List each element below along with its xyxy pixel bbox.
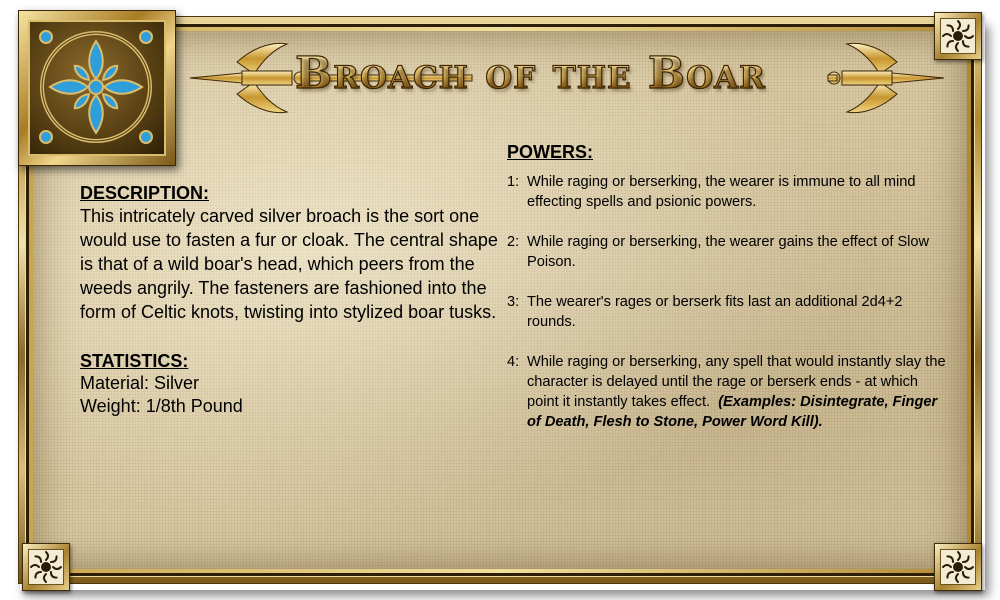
description-text: This intricately carved silver broach is the sort one would use to fasten a fur or cloak. The central shape is that of a wild boar's head, which peers from the weeds angrily. The fasteners are fashioned into the form of Celtic knots, twisting into stylized boar tusks. — [80, 206, 498, 322]
power-item — [507, 292, 947, 332]
celtic-emblem-icon — [18, 10, 176, 166]
statistics-section — [80, 350, 500, 418]
power-item — [507, 352, 947, 432]
weight-stat: Weight: 1/8th Pound — [80, 396, 243, 416]
material-stat: Material: Silver — [80, 373, 200, 393]
power-text: While raging or berserking, the wearer is immune to all mind effecting spells and psionic powers. — [527, 174, 916, 210]
corner-sun-icon — [22, 543, 70, 591]
power-number: 3: — [507, 294, 520, 310]
powers-heading: POWERS: — [507, 142, 594, 162]
corner-sun-icon — [934, 543, 982, 591]
power-text: The wearer's rages or berserk fits last an additional 2d4+2 rounds. — [527, 294, 903, 330]
power-text: While raging or berserking, the wearer gains the effect of Slow Poison. — [527, 234, 930, 270]
power-text: While raging or berserking, any spell that would instantly slay the character is delayed until the rage or berserk ends - at which point it instantly takes effect. — [527, 354, 946, 410]
power-item — [507, 232, 947, 272]
power-number: 4: — [507, 354, 520, 370]
power-text-wrap — [527, 352, 947, 432]
description-section — [80, 182, 500, 418]
power-number: 1: — [507, 174, 520, 190]
statistics-heading: STATISTICS: — [80, 351, 189, 371]
power-number: 2: — [507, 234, 520, 250]
powers-section — [507, 140, 947, 452]
power-examples: (Examples: Disintegrate, Finger of Death, Flesh to Stone, Power Word Kill). — [527, 394, 938, 430]
description-heading: DESCRIPTION: — [80, 183, 210, 203]
item-title: Broach of the Boar — [295, 48, 840, 112]
power-item — [507, 172, 947, 212]
